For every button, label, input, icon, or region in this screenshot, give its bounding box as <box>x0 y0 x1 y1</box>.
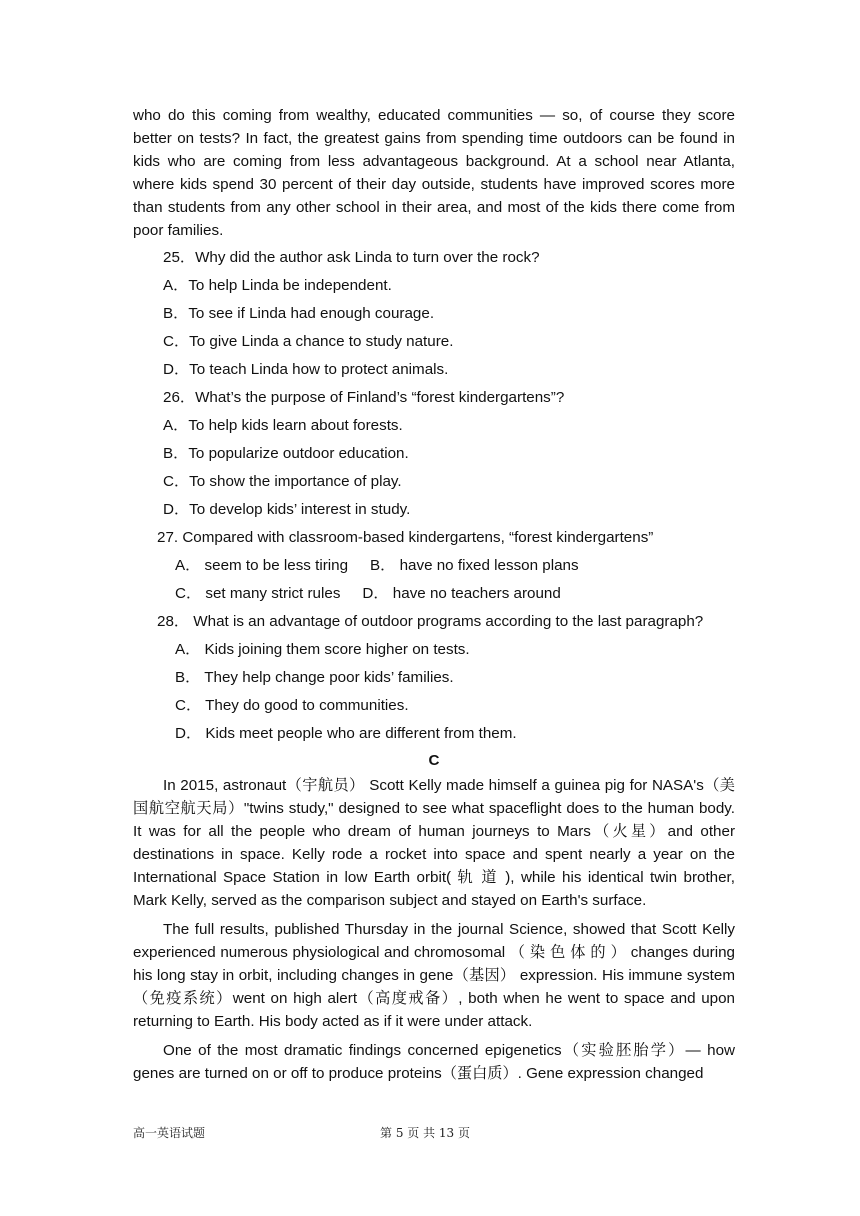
option-d: D． have no teachers around <box>362 585 561 602</box>
question-26 <box>133 384 735 524</box>
footer-exam-title: 高一英语试题 <box>133 1126 206 1140</box>
option-a: A．To help Linda be independent. <box>163 277 392 294</box>
section-heading: C <box>428 752 440 769</box>
question-stem: 28． What is an advantage of outdoor programs according to the last paragraph? <box>157 613 704 630</box>
option-row-cd <box>133 580 735 608</box>
question-28 <box>133 608 735 748</box>
question-stem: 26．What’s the purpose of Finland’s “forest kindergartens”? <box>163 389 565 406</box>
footer-page-number: 第 5 页 共 13 页 <box>380 1126 470 1140</box>
option-c: C． set many strict rules <box>175 585 341 602</box>
option-b: B．To see if Linda had enough courage. <box>163 305 435 322</box>
option-d: D． Kids meet people who are different from them. <box>175 725 517 742</box>
option-b: B． They help change poor kids’ families. <box>175 669 454 686</box>
question-stem: 27. Compared with classroom-based kindergartens, “forest kindergartens” <box>157 529 654 546</box>
page-content <box>133 104 735 1085</box>
passage-c-paragraph: The full results, published Thursday in the journal Science, showed that Scott Kelly experienced numerous physiological and chromosomal （ 染 色 体 的 ） changes during his long stay in orbit, including changes in gene（基因） expression. His immune system（免疫系统）went on high alert（高度戒备）, both when he went to space and upon returning to Earth. His body acted as if it were under attack. <box>133 921 735 1030</box>
option-b: B． have no fixed lesson plans <box>370 557 579 574</box>
option-c: C． They do good to communities. <box>175 697 409 714</box>
passage-c-paragraph: One of the most dramatic findings concerned epigenetics（实验胚胎学）— how genes are turned on or off to produce proteins（蛋白质）. Gene expression changed <box>133 1042 735 1082</box>
option-a: A．To help kids learn about forests. <box>163 417 403 434</box>
passage-b-ending: who do this coming from wealthy, educated communities — so, of course they score better on tests? In fact, the greatest gains from spending time outdoors can be found in kids who are coming from less advantageous background. At a school near Atlanta, where kids spend 30 percent of their day outside, students have improved scores more than students from any other school in their area, and most of the kids there come from poor families. <box>133 107 735 239</box>
option-d: D．To develop kids’ interest in study. <box>163 501 411 518</box>
question-27 <box>133 524 735 608</box>
option-row-ab <box>133 552 735 580</box>
question-25 <box>133 244 735 384</box>
option-a: A． Kids joining them score higher on tests. <box>175 641 470 658</box>
option-b: B．To popularize outdoor education. <box>163 445 409 462</box>
option-a: A． seem to be less tiring <box>175 557 349 574</box>
option-c: C．To show the importance of play. <box>163 473 402 490</box>
passage-c-paragraph: In 2015, astronaut（宇航员） Scott Kelly made himself a guinea pig for NASA's（美国航空航天局）"twins study," designed to see what spaceflight does to the human body. It was for all the people who dream of human journeys to Mars（火星）and other destinations in space. Kelly rode a rocket into space and spent nearly a year on the International Space Station in low Earth orbit( 轨 道 ), while his identical twin brother, Mark Kelly, served as the comparison subject and stayed on Earth's surface. <box>133 777 735 909</box>
option-d: D．To teach Linda how to protect animals. <box>163 361 449 378</box>
option-c: C．To give Linda a chance to study nature. <box>163 333 454 350</box>
question-stem: 25．Why did the author ask Linda to turn over the rock? <box>163 249 540 266</box>
